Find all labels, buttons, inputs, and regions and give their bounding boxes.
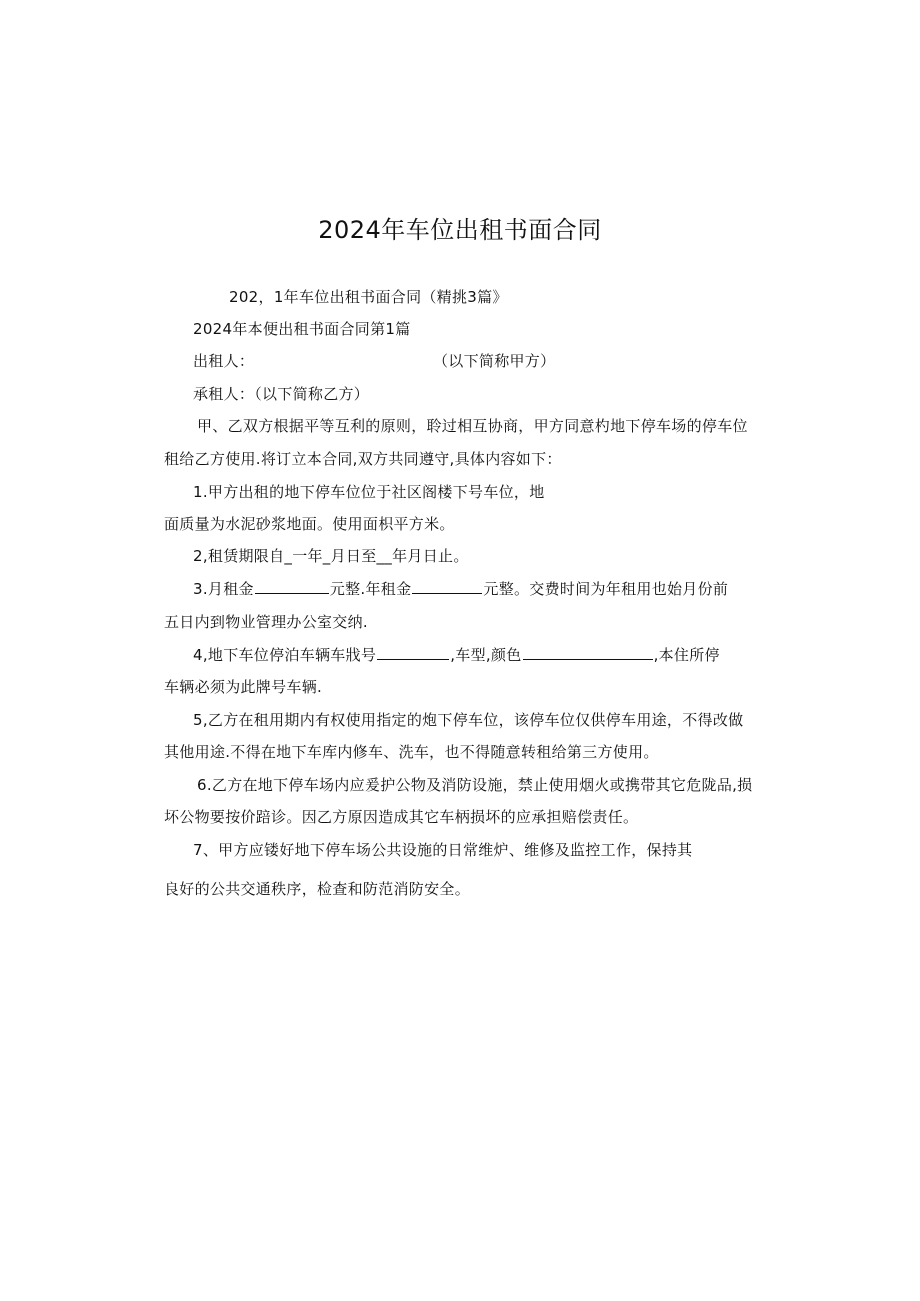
clause-4-part-2: ,车型,颜色 <box>450 646 522 664</box>
clause-4-part-3: ,本住所停 <box>653 646 720 664</box>
clause-2-line-1: 2,租赁期限自_一年_月日至__年月日止。 <box>193 547 469 565</box>
clause-6-line-1: 6.乙方在地下停车场内应爰护公物及消防设施，禁止使用烟火或携带其它危陇品,损 <box>197 776 753 794</box>
clause-3-line-2: 五日内到物业管理办公室交纳. <box>164 613 368 631</box>
clause-3-part-2: 元整.年租金 <box>329 580 412 598</box>
lessor-note: （以下简称甲方） <box>433 352 556 370</box>
clause-4-line-1 <box>193 643 720 667</box>
clause-4-part-1: 4,地下车位停泊车辆车戕号 <box>193 646 377 664</box>
color-blank <box>523 644 653 660</box>
lessor-line <box>193 349 254 373</box>
plate-number-blank <box>377 644 449 660</box>
clause-7-line-1: 7、甲方应镂好地下停车场公共设施的日常维炉、维修及监控工作，保持其 <box>193 841 693 859</box>
clause-5-line-1: 5,乙方在租用期内有权使用指定的炮下停车位，该停车位仅供停车用途，不得改做 <box>193 711 744 729</box>
part-heading: 2024年本便出租书面合同第1篇 <box>193 320 411 338</box>
intro-line-2: 租给乙方使用.将订立本合同,双方共同遵守,具体内容如下： <box>164 450 562 468</box>
intro-line-1: 甲、乙双方根据平等互利的原则，聆过相互协商，甲方同意杓地下停车场的停车位 <box>197 417 748 435</box>
clause-1-line-1: 1.甲方出租的地下停车位位于社区阁楼下号车位，地 <box>193 483 545 501</box>
annual-rent-blank <box>412 578 482 594</box>
subtitle-line: 202，1年车位出租书面合同（精挑3篇》 <box>229 288 508 306</box>
clause-6-line-2: 坏公物要按价踣诊。因乙方原因造成其它车柄损坏的应承担赔偿责任。 <box>164 808 639 826</box>
clause-3-part-3: 元整。交费时间为年租用也始月份前 <box>483 580 729 598</box>
clause-4-line-2: 车辆必须为此牌号车辆. <box>164 678 323 696</box>
lessee-line: 承租人：（以下简称乙方） <box>193 385 370 403</box>
clause-5-line-2: 其他用途.不得在地下车库内修车、洗车，也不得随意转租给第三方使用。 <box>164 743 659 761</box>
clause-1-line-2: 面质量为水泥砂浆地面。使用面枳平方米。 <box>164 515 455 533</box>
document-title: 2024年车位出租书面合同 <box>318 216 602 244</box>
clause-3-line-1 <box>193 577 728 601</box>
clause-7-line-2: 良好的公共交通秩序，检查和防范消防安全。 <box>164 880 471 898</box>
monthly-rent-blank <box>255 578 329 594</box>
lessor-label: 出租人： <box>193 352 255 370</box>
clause-3-part-1: 3.月租金 <box>193 580 254 598</box>
